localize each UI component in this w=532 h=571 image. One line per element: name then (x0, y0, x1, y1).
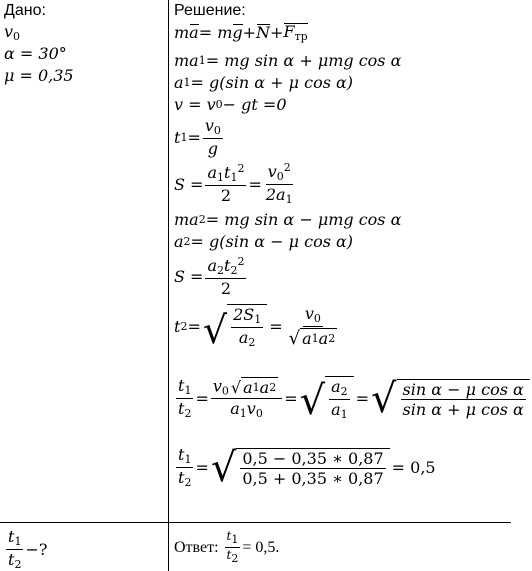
eq5-den: g (207, 139, 218, 159)
eq11-n3: a (331, 377, 341, 396)
eq9-t: t (224, 256, 231, 275)
given-v0-sub: 0 (13, 30, 21, 43)
eq6-t: t (224, 163, 231, 183)
eq9-a-sub: 2 (217, 264, 224, 277)
eq11-d4: sin α + μ cos α (402, 400, 524, 420)
eq-newton-second-law (174, 22, 308, 43)
eq11-eq3: = (355, 389, 370, 409)
eq10-den-sqrt (289, 328, 338, 348)
eq1-g-vector: g (232, 23, 243, 42)
given-v0-letter: v (4, 22, 14, 41)
eq5-eq: = (187, 127, 201, 147)
eq10-eq2: = (269, 317, 283, 337)
eq11-n2-a2: a (259, 377, 270, 397)
eq1-plus1: + (242, 23, 257, 42)
sqrt-icon: √ (288, 327, 301, 349)
solution-header: Решение: (174, 2, 246, 19)
given-find (4, 528, 47, 571)
eq11-n4: sin α − μ cos α (402, 379, 524, 399)
eq11-d1: t (178, 399, 185, 419)
sqrt-icon: √ (371, 375, 397, 422)
eq11-n2-a1: a (243, 377, 253, 397)
eq11-eq1: = (195, 389, 209, 409)
find-den: t (8, 550, 15, 570)
eq8-sub: 2 (183, 235, 191, 248)
eq12-num: 0,5 − 0,35 ∗ 0,87 (242, 448, 384, 468)
given-find-fraction (6, 528, 23, 571)
eq5-fraction (203, 117, 223, 158)
eq3-sub: 1 (183, 76, 191, 89)
eq-ma1 (174, 51, 401, 70)
answer-den: t (226, 548, 232, 563)
eq1-F-vector: F (283, 22, 295, 41)
eq3-rest: = g(sin α + μ cos α) (190, 73, 354, 92)
eq5-t: t (174, 127, 181, 147)
eq11-n2: v (212, 376, 222, 396)
eq-ma2 (174, 210, 401, 229)
eq6-den2: 2a (265, 185, 286, 205)
eq11-n2-a2-sub: 2 (269, 380, 277, 394)
eq12-eq: = (195, 458, 209, 478)
eq11-fraction3 (329, 378, 350, 421)
eq12-result: = 0,5 (391, 458, 436, 478)
find-suffix: −? (25, 540, 48, 560)
eq10-sqrt (202, 304, 267, 353)
eq9-t-sub: 2 (230, 264, 238, 277)
eq7-rest: = mg sin α − μmg cos α (205, 210, 402, 229)
eq11-n1-sub: 1 (184, 384, 192, 397)
answer (174, 530, 279, 565)
eq11-eq2: = (284, 389, 298, 409)
eq10-fraction (285, 305, 342, 348)
answer-num-sub: 1 (231, 533, 239, 546)
eq11-d3-sub: 1 (340, 408, 348, 422)
eq11-n2-sub: 0 (221, 384, 229, 398)
eq6-t-sup: 2 (237, 162, 245, 176)
eq11-fraction2 (211, 377, 282, 420)
eq6-lhs: S = (174, 174, 204, 194)
eq-t2 (174, 304, 343, 353)
find-num: t (8, 527, 15, 546)
eq12-n1: t (178, 445, 185, 464)
eq12-n1-sub: 1 (184, 453, 192, 466)
eq11-n2-a1-sub: 1 (252, 380, 260, 394)
eq-velocity (174, 95, 287, 114)
eq10-t: t (174, 317, 181, 337)
eq-s-second (174, 256, 248, 298)
sqrt-icon: √ (210, 444, 237, 491)
eq12-t-ratio (176, 446, 193, 489)
find-num-sub: 1 (14, 535, 22, 548)
answer-label: Ответ: (174, 538, 219, 556)
eq11-t-ratio (176, 377, 193, 420)
sqrt-icon: √ (299, 378, 326, 425)
eq10-rnum: 2S (233, 305, 255, 324)
eq5-num-sub: 0 (213, 124, 221, 137)
eq10-den-a2: a (318, 329, 329, 349)
row-divider (0, 522, 511, 523)
eq-a2 (174, 232, 353, 251)
eq1-N-vector: N (256, 23, 271, 42)
eq10-den-a2-sub: 2 (328, 332, 336, 346)
eq10-den-a1-sub: 1 (311, 332, 319, 346)
eq4-rest: − gt =0 (222, 95, 287, 114)
eq-t1 (174, 117, 225, 158)
eq11-d2-v: v (246, 399, 256, 419)
answer-fraction (225, 530, 241, 565)
eq12-fraction (240, 450, 385, 488)
eq-a1 (174, 73, 353, 92)
eq11-d2-a: a (230, 399, 240, 419)
eq6-t-sub: 1 (230, 171, 238, 185)
answer-den-sub: 2 (231, 552, 239, 566)
sqrt-icon: √ (230, 378, 242, 398)
eq1-F-sub: тр (294, 30, 308, 43)
eq6-den2-sub: 1 (285, 193, 293, 207)
eq9-a: a (207, 256, 217, 275)
eq6-eq: = (248, 174, 262, 194)
eq9-den: 2 (220, 279, 232, 299)
given-alpha: α = 30° (4, 44, 67, 63)
eq1-plus2: + (270, 23, 284, 42)
eq12-d1-sub: 2 (184, 476, 192, 490)
eq4-sub: 0 (215, 98, 223, 111)
eq10-den-a1: a (302, 329, 312, 349)
eq2-rest: = mg sin α + μmg cos α (205, 51, 402, 70)
eq-ratio-numeric (174, 446, 436, 489)
eq6-a-sub: 1 (217, 171, 224, 185)
eq3-lhs: a (174, 73, 184, 92)
find-den-sub: 2 (14, 558, 22, 571)
sqrt-icon: √ (202, 308, 228, 353)
eq8-rest: = g(sin α − μ cos α) (190, 232, 354, 251)
eq10-t-sub: 2 (180, 320, 188, 334)
eq11-n1: t (178, 376, 185, 395)
column-divider (168, 0, 169, 571)
eq10-rden-sub: 2 (248, 336, 256, 350)
eq12-sqrt (210, 444, 390, 491)
given-mu: μ = 0,35 (4, 66, 74, 85)
eq6-fraction2 (264, 162, 295, 206)
eq12-den: 0,5 + 0,35 ∗ 0,87 (242, 469, 384, 489)
eq9-t-sup: 2 (237, 255, 245, 268)
eq11-d2-a-sub: 1 (239, 407, 247, 421)
eq10-rad-fraction (231, 306, 263, 349)
eq10-rnum-sub: 1 (254, 313, 262, 326)
eq11-fraction4 (401, 381, 526, 419)
eq1-m: m (174, 23, 190, 42)
eq1-eq: = m (198, 23, 233, 42)
eq6-v-sup: 2 (283, 161, 291, 174)
eq6-fraction1 (205, 163, 246, 205)
eq9-lhs: S = (174, 267, 204, 287)
eq10-num-sub: 0 (313, 312, 321, 326)
eq11-d1-sub: 2 (184, 407, 192, 421)
eq7-sub: 2 (198, 213, 206, 226)
eq6-den1: 2 (220, 186, 232, 206)
eq10-rden: a (238, 328, 249, 348)
eq8-lhs: a (174, 232, 184, 251)
given-header: Дано: (4, 2, 46, 19)
eq12-d1: t (178, 468, 185, 488)
eq11-sqrt4 (371, 375, 530, 422)
eq11-d2-v-sub: 0 (255, 407, 263, 421)
given-v0 (4, 22, 20, 43)
eq5-num: v (204, 116, 214, 135)
answer-value: = 0,5. (242, 538, 280, 556)
eq7-lhs: ma (174, 210, 199, 229)
eq11-d3: a (331, 400, 341, 420)
eq4-lhs: v = v (174, 95, 216, 114)
eq1-a-vector: a (189, 23, 199, 42)
eq11-n3-sub: 2 (340, 385, 348, 398)
eq2-lhs: ma (174, 51, 199, 70)
eq-s-first (174, 162, 297, 206)
eq6-v: v (267, 162, 277, 181)
eq5-t-sub: 1 (180, 130, 188, 144)
eq6-v-sub: 0 (276, 170, 284, 183)
answer-num: t (226, 529, 232, 543)
eq2-sub: 1 (198, 54, 206, 67)
eq10-num: v (304, 304, 314, 324)
eq6-a: a (207, 163, 217, 183)
eq-ratio-general (174, 375, 532, 425)
eq11-sqrt3 (299, 376, 354, 425)
eq10-eq: = (187, 317, 201, 337)
eq9-fraction (205, 256, 246, 298)
